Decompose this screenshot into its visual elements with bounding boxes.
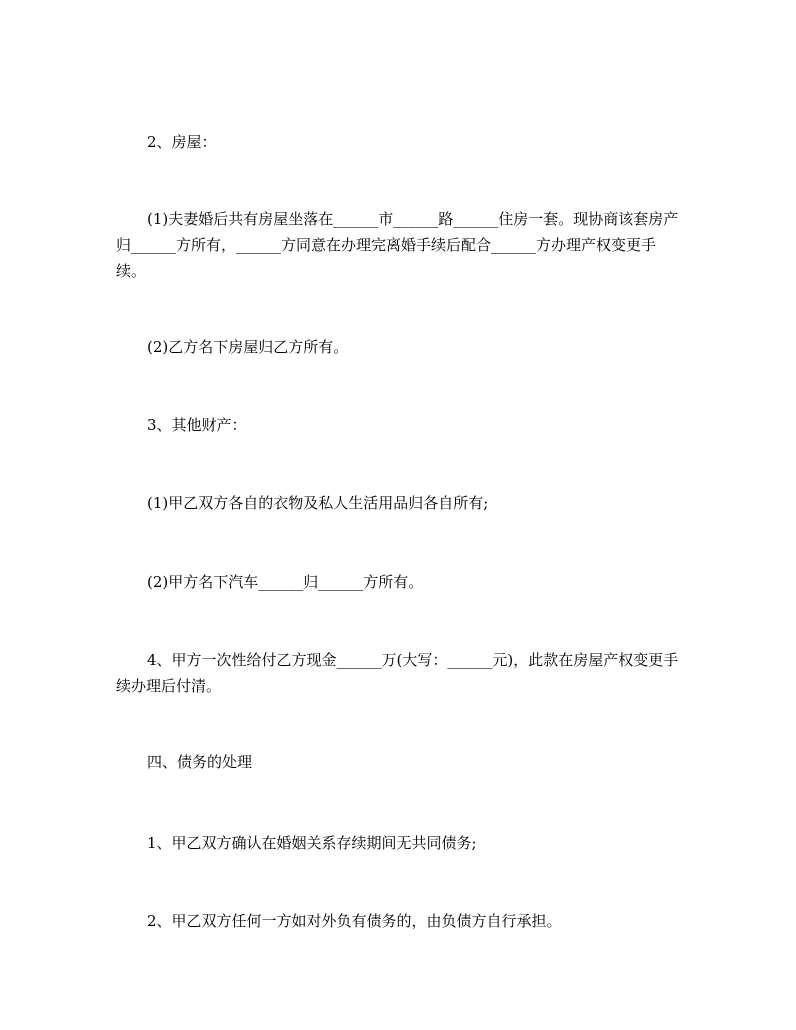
clause-no-joint-debt: 1、甲乙双方确认在婚姻关系存续期间无共同债务; <box>147 834 477 852</box>
section-heading-house: 2、房屋： <box>147 133 217 151</box>
clause-cash-payment: 4、甲方一次性给付乙方现金______万(大写：______元)，此款在房屋产权变更手续办理后付清。 <box>116 651 679 695</box>
clause-individual-debt: 2、甲乙双方任何一方如对外负有债务的，由负债方自行承担。 <box>147 912 562 930</box>
clause-shared-house: (1)夫妻婚后共有房屋坐落在______市______路______住房一套。现协商该套房产归______方所有，______方同意在办理完离婚手续后配合______方办理产权变更手续。 <box>116 210 679 280</box>
clause-party-b-house: (2)乙方名下房屋归乙方所有。 <box>147 338 349 356</box>
clause-car: (2)甲方名下汽车______归______方所有。 <box>147 573 424 591</box>
section-heading-other-property: 3、其他财产： <box>147 416 247 434</box>
clause-personal-belongings: (1)甲乙双方各自的衣物及私人生活用品归各自所有; <box>147 494 489 512</box>
section-heading-debts: 四、债务的处理 <box>147 753 253 771</box>
